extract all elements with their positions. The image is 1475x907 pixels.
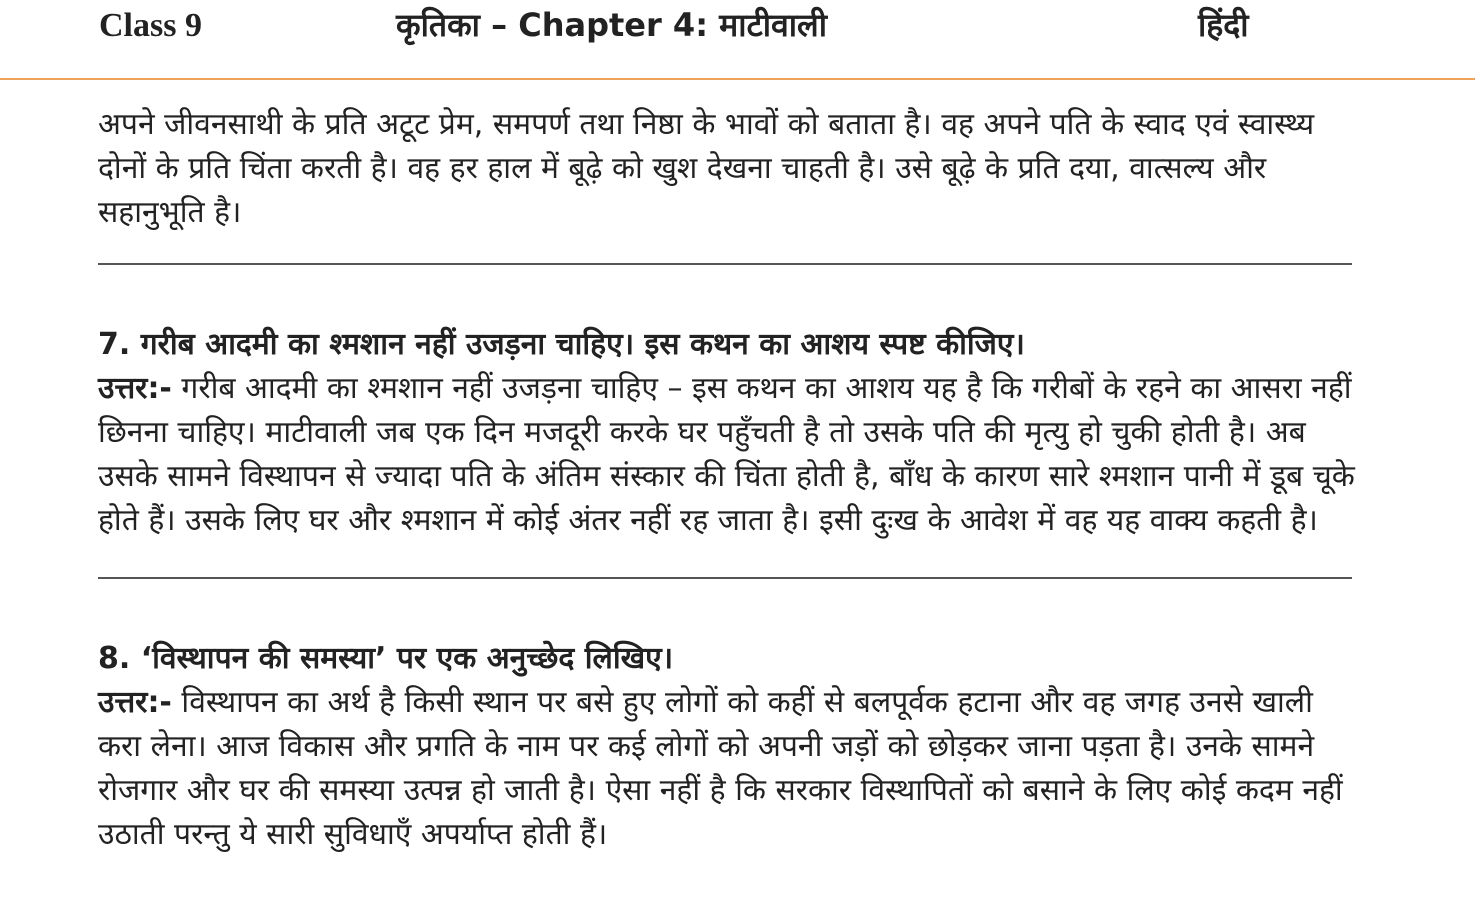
question-7: 7. गरीब आदमी का श्मशान नहीं उजड़ना चाहिए। इस कथन का आशय स्पष्ट कीजिए।	[98, 327, 1025, 362]
question-block-7	[98, 323, 1358, 543]
section-divider	[98, 263, 1352, 265]
subject-label: हिंदी	[1198, 6, 1249, 44]
chapter-title: कृतिका – Chapter 4: माटीवाली	[396, 6, 828, 44]
answer-text: विस्थापन का अर्थ है किसी स्थान पर बसे हुए लोगों को कहीं से बलपूर्वक हटाना और वह जगह उनसे खाली करा लेना। आज विकास और प्रगति के नाम पर कई लोगों को अपनी जड़ों को छोड़कर जाना पड़ता है। उनके सामने रोजगार और घर की समस्या उत्पन्न हो जाती है। ऐसा नहीं है कि सरकार विस्थापितों को बसाने के लिए कोई कदम नहीं उठाती परन्तु ये सारी सुविधाएँ अपर्याप्त होती हैं।	[98, 685, 1343, 852]
class-label: Class 9	[99, 7, 202, 44]
continuation-paragraph: अपने जीवनसाथी के प्रति अटूट प्रेम, समपर्ण तथा निष्ठा के भावों को बताता है। वह अपने पति के स्वाद एवं स्वास्थ्य दोनों के प्रति चिंता करती है। वह हर हाल में बूढ़े को खुश देखना चाहती है। उसे बूढ़े के प्रति दया, वात्सल्य और सहानुभूति है।	[98, 107, 1315, 230]
page-header	[0, 0, 1475, 80]
section-divider	[98, 577, 1352, 579]
question-block-8	[98, 637, 1358, 857]
page-content	[98, 103, 1358, 857]
answer-label: उत्तर:-	[98, 685, 172, 720]
answer-text: गरीब आदमी का श्मशान नहीं उजड़ना चाहिए – इस कथन का आशय यह है कि गरीबों के रहने का आसरा नहीं छिनना चाहिए। माटीवाली जब एक दिन मजदूरी करके घर पहुँचती है तो उसके पति की मृत्यु हो चुकी होती है। अब उसके सामने विस्थापन से ज्यादा पति के अंतिम संस्कार की चिंता होती है, बाँध के कारण सारे श्मशान पानी में डूब चूके होते हैं। उसके लिए घर और श्मशान में कोई अंतर नहीं रह जाता है। इसी दुःख के आवेश में वह यह वाक्य कहती है।	[98, 371, 1355, 538]
question-8: 8. ‘विस्थापन की समस्या’ पर एक अनुच्छेद लिखिए।	[98, 641, 674, 676]
answer-7	[98, 367, 1358, 543]
answer-8	[98, 681, 1358, 857]
answer-label: उत्तर:-	[98, 371, 172, 406]
